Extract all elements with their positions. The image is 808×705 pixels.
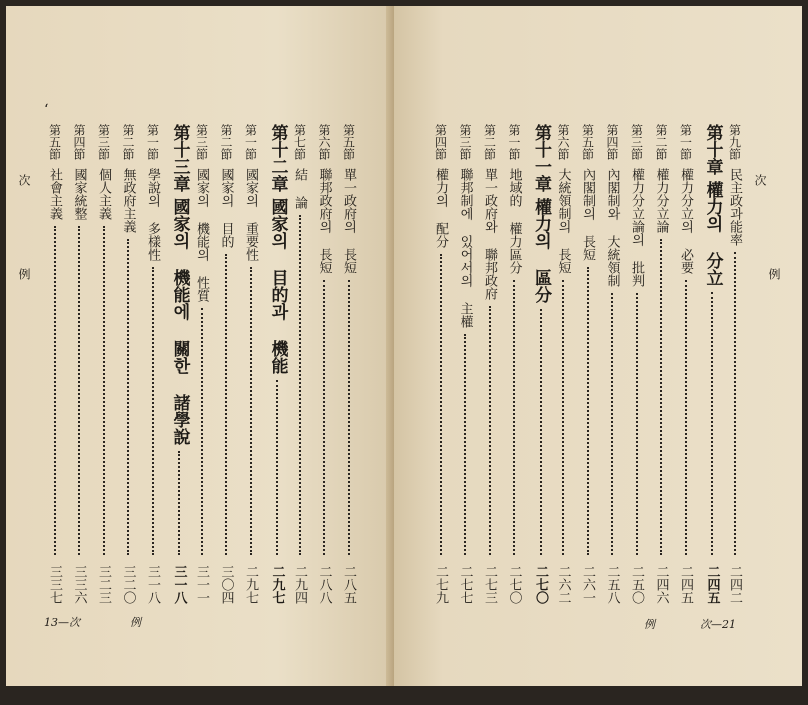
toc-entry-title: 權力分立論의 批判: [629, 168, 644, 287]
toc-section-entry: [293, 124, 306, 604]
toc-chapter-entry: [171, 124, 188, 604]
toc-section-entry: [244, 124, 257, 604]
toc-page-number: 二八八: [316, 565, 332, 604]
left-page-header-bottom: 例: [17, 268, 31, 280]
toc-page-number: 二七〇: [506, 565, 522, 604]
toc-section-number: 第三節: [96, 124, 111, 160]
dot-leader: [152, 267, 154, 555]
toc-section-entry: [48, 124, 61, 604]
toc-entry-title: 民主政과能率: [727, 168, 742, 246]
dot-leader: [611, 293, 613, 555]
toc-chapter-entry: [532, 124, 549, 604]
toc-section-entry: [679, 124, 692, 604]
toc-page-number: 二八五: [341, 565, 356, 604]
dot-leader: [178, 451, 180, 555]
toc-section-number: 第六節: [317, 124, 331, 160]
toc-entry-title: 權力의 區分: [531, 198, 551, 303]
toc-section-number: 第三節: [194, 124, 209, 160]
toc-entry-title: 無政府主義: [120, 168, 136, 233]
toc-section-number: 第三節: [629, 124, 644, 160]
toc-page-number: 二九七: [243, 565, 258, 604]
toc-section-entry: [557, 124, 570, 604]
toc-page-number: 二五八: [604, 565, 620, 604]
toc-section-entry: [630, 124, 643, 604]
toc-section-entry: [581, 124, 594, 604]
toc-entry-title: 社會主義: [47, 168, 62, 220]
dot-leader: [513, 280, 515, 555]
toc-entry-title: 權力分立論: [653, 168, 669, 233]
toc-entry-title: 大統領制의 長短: [555, 168, 571, 274]
toc-section-number: 第一節: [243, 124, 258, 160]
toc-section-number: 第五節: [341, 124, 356, 160]
dot-leader: [299, 215, 301, 555]
toc-entry-title: 地域的 權力區分: [506, 168, 522, 274]
toc-section-number: 第十一章: [531, 124, 551, 192]
toc-entry-title: 聯邦制에 있어서의 主權: [457, 168, 473, 328]
toc-chapter-entry: [704, 124, 721, 604]
toc-entry-title: 權力分立의 必要: [678, 168, 693, 274]
right-page-footer-pagenum: 次—21: [700, 618, 736, 631]
right-page-header-right: 例: [767, 268, 781, 280]
toc-section-number: 第二節: [219, 124, 233, 160]
toc-page-number: 三三六: [71, 565, 87, 604]
dot-leader: [734, 252, 736, 555]
dot-leader: [348, 280, 350, 555]
toc-entry-title: 權力의 配分: [433, 168, 448, 248]
toc-section-number: 第六節: [556, 124, 570, 160]
toc-section-entry: [146, 124, 159, 604]
toc-entry-title: 內閣制와 大統領制: [604, 168, 620, 287]
dot-leader: [323, 280, 325, 555]
toc-page-number: 二五〇: [629, 565, 644, 604]
toc-section-entry: [342, 124, 355, 604]
toc-page-number: 三二三: [96, 565, 111, 604]
toc-entry-title: 單一政府의 長短: [341, 168, 356, 274]
toc-page-number: 二七七: [457, 565, 473, 604]
toc-section-entry: [459, 124, 472, 604]
toc-page-number: 二四五: [678, 565, 693, 604]
toc-page-number: 三一一: [194, 565, 209, 604]
toc-entry-title: 國家의 目的: [218, 168, 234, 248]
dot-leader: [54, 226, 56, 555]
toc-section-entry: [655, 124, 668, 604]
toc-section-number: 第四節: [433, 124, 448, 160]
toc-section-entry: [728, 124, 741, 604]
right-page-header: 次: [753, 174, 767, 186]
toc-entry-title: 國家의 機能에 關한 諸學說: [169, 198, 190, 445]
dot-leader: [540, 309, 542, 555]
toc-page-number: 二四二: [727, 565, 742, 604]
toc-section-number: 第四節: [72, 124, 86, 160]
toc-section-number: 第十三章: [169, 124, 190, 192]
toc-section-entry: [318, 124, 331, 604]
dot-leader: [225, 254, 227, 555]
toc-section-number: 第九節: [727, 124, 742, 160]
toc-entry-title: 權力의 分立: [702, 181, 723, 286]
toc-entry-title: 學說의 多樣性: [145, 168, 160, 261]
dot-leader: [562, 280, 564, 555]
toc-section-number: 第五節: [580, 124, 595, 160]
toc-page-number: 三二〇: [120, 565, 136, 604]
dot-leader: [464, 334, 466, 555]
toc-section-entry: [122, 124, 135, 604]
toc-page-number: 二七三: [482, 565, 497, 604]
toc-section-entry: [220, 124, 233, 604]
toc-entry-title: 個人主義: [96, 168, 111, 220]
toc-section-number: 第三節: [458, 124, 472, 160]
left-page-footer-pagenum: 13—次: [44, 616, 80, 629]
right-page: [394, 6, 802, 686]
toc-section-number: 第十二章: [267, 124, 288, 192]
dot-leader: [276, 380, 278, 555]
toc-entry-title: 國家의 目的과 機能: [267, 198, 288, 374]
toc-page-number: 二七〇: [533, 565, 548, 604]
toc-section-entry: [434, 124, 447, 604]
toc-entry-title: 國家의 重要性: [243, 168, 258, 261]
toc-entry-title: 單一政府와 聯邦政府: [482, 168, 497, 300]
toc-entry-title: 國家의 機能의 性質: [194, 168, 209, 302]
dot-leader: [711, 292, 713, 555]
toc-section-number: 第二節: [482, 124, 497, 160]
toc-entry-title: 國家統整: [71, 168, 87, 220]
toc-section-number: 第十章: [702, 124, 723, 175]
toc-section-number: 第一節: [145, 124, 160, 160]
left-page-header: 次: [17, 174, 31, 186]
toc-page-number: 二六二: [555, 565, 571, 604]
toc-section-number: 第四節: [605, 124, 619, 160]
left-page: [6, 6, 394, 686]
toc-entry-title: 結 論: [292, 168, 307, 209]
toc-page-number: 二四六: [653, 565, 669, 604]
dot-leader: [103, 226, 105, 555]
toc-page-number: 三〇四: [218, 565, 234, 604]
dot-leader: [660, 239, 662, 555]
toc-chapter-entry: [269, 124, 286, 604]
toc-section-entry: [73, 124, 86, 604]
toc-page-number: 二四五: [704, 565, 720, 604]
toc-page-number: 二六一: [580, 565, 595, 604]
toc-page-number: 三一八: [171, 565, 187, 604]
dot-leader: [489, 306, 491, 555]
toc-section-number: 第七節: [292, 124, 307, 160]
dot-leader: [440, 254, 442, 555]
right-page-footer-label: 例: [644, 618, 655, 631]
toc-section-entry: [483, 124, 496, 604]
toc-section-entry: [195, 124, 208, 604]
dot-leader: [127, 239, 129, 555]
toc-page-number: 三三七: [47, 565, 62, 604]
dot-leader: [250, 267, 252, 555]
page-mark: ʻ: [44, 102, 49, 118]
toc-section-entry: [97, 124, 110, 604]
dot-leader: [78, 226, 80, 555]
dot-leader: [685, 280, 687, 555]
toc-section-entry: [606, 124, 619, 604]
toc-section-number: 第一節: [507, 124, 521, 160]
toc-section-entry: [508, 124, 521, 604]
dot-leader: [201, 308, 203, 555]
toc-entry-title: 聯邦政府의 長短: [316, 168, 332, 274]
dot-leader: [587, 267, 589, 555]
toc-section-number: 第二節: [121, 124, 135, 160]
toc-entry-title: 內閣制의 長短: [580, 168, 595, 261]
toc-page-number: 二七九: [433, 565, 448, 604]
toc-section-number: 第二節: [654, 124, 668, 160]
dot-leader: [636, 293, 638, 555]
left-page-footer-label: 例: [130, 616, 141, 629]
toc-page-number: 三一八: [145, 565, 160, 604]
toc-section-number: 第五節: [47, 124, 62, 160]
toc-section-number: 第一節: [678, 124, 693, 160]
toc-page-number: 二九四: [292, 565, 307, 604]
toc-page-number: 二九七: [269, 565, 285, 604]
